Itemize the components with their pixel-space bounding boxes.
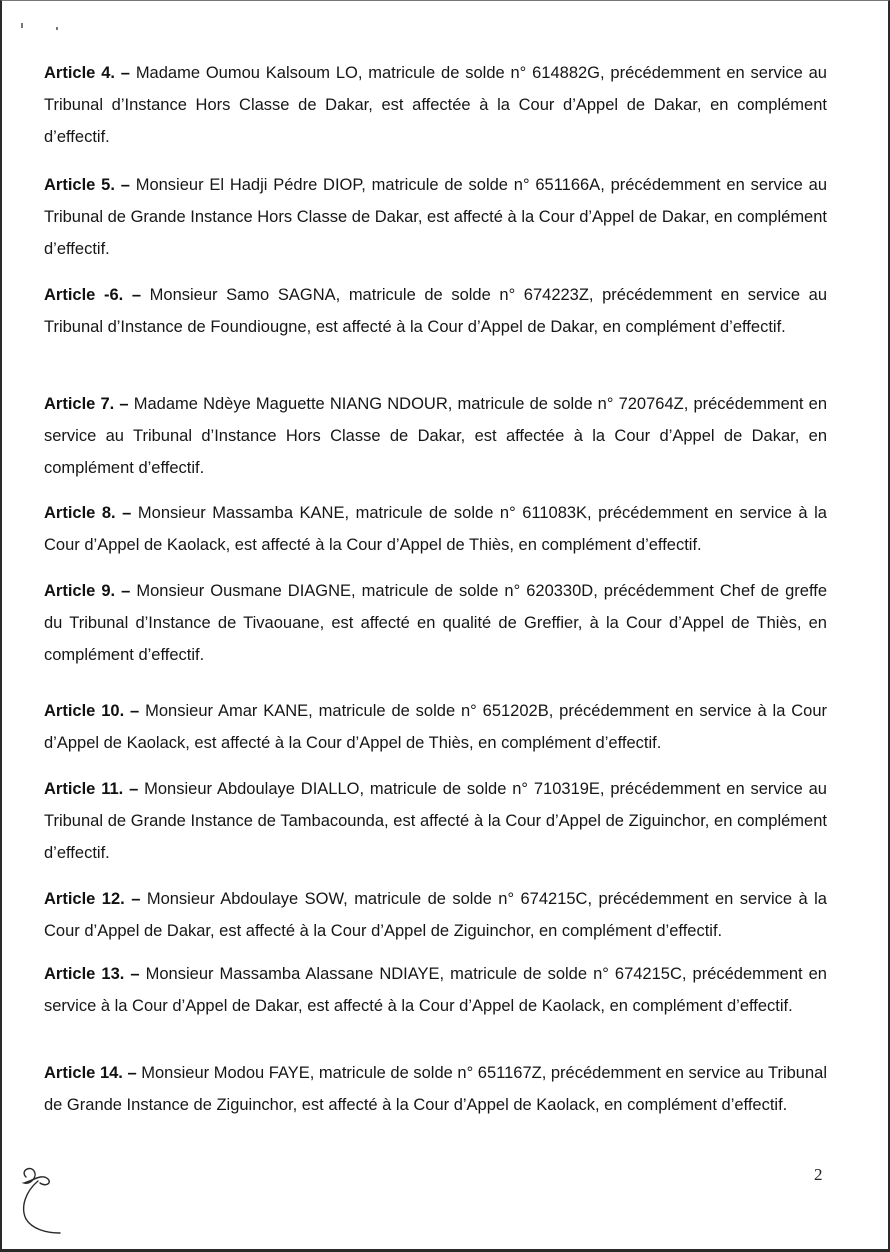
article-4 [44, 57, 827, 153]
article-label: Article 7. – [44, 395, 129, 413]
article-10 [44, 695, 827, 759]
article-text: Monsieur Samo SAGNA, matricule de solde n° 674223Z, précédemment en service au Tribunal d’Instance de Foundiougne, est affecté à la Cour d’Appel de Dakar, en complément d’effectif. [44, 286, 827, 336]
article-text: Madame Ndèye Maguette NIANG NDOUR, matricule de solde n° 720764Z, précédemment en service au Tribunal d’Instance Hors Classe de Dakar, est affectée à la Cour d’Appel de Dakar, en complément d’effectif. [44, 395, 827, 477]
article-6 [44, 279, 827, 343]
article-text: Monsieur Abdoulaye SOW, matricule de solde n° 674215C, précédemment en service à la Cour d’Appel de Dakar, est affecté à la Cour d’Appel de Ziguinchor, en complément d’effectif. [44, 890, 827, 940]
article-label: Article 13. – [44, 965, 140, 983]
article-text: Monsieur El Hadji Pédre DIOP, matricule de solde n° 651166A, précédemment en service au Tribunal de Grande Instance Hors Classe de Dakar, est affecté à la Cour d’Appel de Dakar, en complément d’effectif. [44, 176, 827, 258]
scan-speck [21, 23, 23, 28]
article-label: Article 12. – [44, 890, 141, 908]
article-text: Monsieur Abdoulaye DIALLO, matricule de solde n° 710319E, précédemment en service au Tribunal de Grande Instance de Tambacounda, est affecté à la Cour d’Appel de Ziguinchor, en complément d’effectif. [44, 780, 827, 862]
article-13 [44, 958, 827, 1022]
page-number: 2 [814, 1165, 823, 1184]
article-text: Monsieur Massamba Alassane NDIAYE, matricule de solde n° 674215C, précédemment en service à la Cour d’Appel de Dakar, est affecté à la Cour d’Appel de Kaolack, en complément d’effectif. [44, 965, 827, 1015]
article-text: Monsieur Modou FAYE, matricule de solde n° 651167Z, précédemment en service au Tribunal de Grande Instance de Ziguinchor, est affecté à la Cour d’Appel de Kaolack, en complément d’effectif. [44, 1064, 827, 1114]
article-label: Article 5. – [44, 176, 130, 194]
article-11 [44, 773, 827, 869]
article-9 [44, 575, 827, 671]
article-label: Article 11. – [44, 780, 139, 798]
article-text: Madame Oumou Kalsoum LO, matricule de solde n° 614882G, précédemment en service au Tribunal d’Instance Hors Classe de Dakar, est affectée à la Cour d’Appel de Dakar, en complément d’effectif. [44, 64, 827, 146]
article-label: Article 14. – [44, 1064, 137, 1082]
article-text: Monsieur Amar KANE, matricule de solde n° 651202B, précédemment en service à la Cour d’Appel de Kaolack, est affecté à la Cour d’Appel de Thiès, en complément d’effectif. [44, 702, 828, 752]
article-7 [44, 388, 827, 484]
handwritten-initials [12, 1161, 72, 1241]
article-text: Monsieur Massamba KANE, matricule de solde n° 611083K, précédemment en service à la Cour d’Appel de Kaolack, est affecté à la Cour d’Appel de Thiès, en complément d’effectif. [44, 504, 827, 554]
article-label: Article 8. – [44, 504, 132, 522]
article-text: Monsieur Ousmane DIAGNE, matricule de solde n° 620330D, précédemment Chef de greffe du Tribunal d’Instance de Tivaouane, est affecté en qualité de Greffier, à la Cour d’Appel de Thiès, en complément d’effectif. [44, 582, 827, 664]
article-8 [44, 497, 827, 561]
article-label: Article 10. – [44, 702, 140, 720]
article-label: Article -6. – [44, 286, 142, 304]
article-5 [44, 169, 827, 265]
scan-speck [56, 27, 58, 30]
article-label: Article 4. – [44, 64, 130, 82]
article-label: Article 9. – [44, 582, 131, 600]
article-14 [44, 1057, 827, 1121]
article-12 [44, 883, 827, 947]
